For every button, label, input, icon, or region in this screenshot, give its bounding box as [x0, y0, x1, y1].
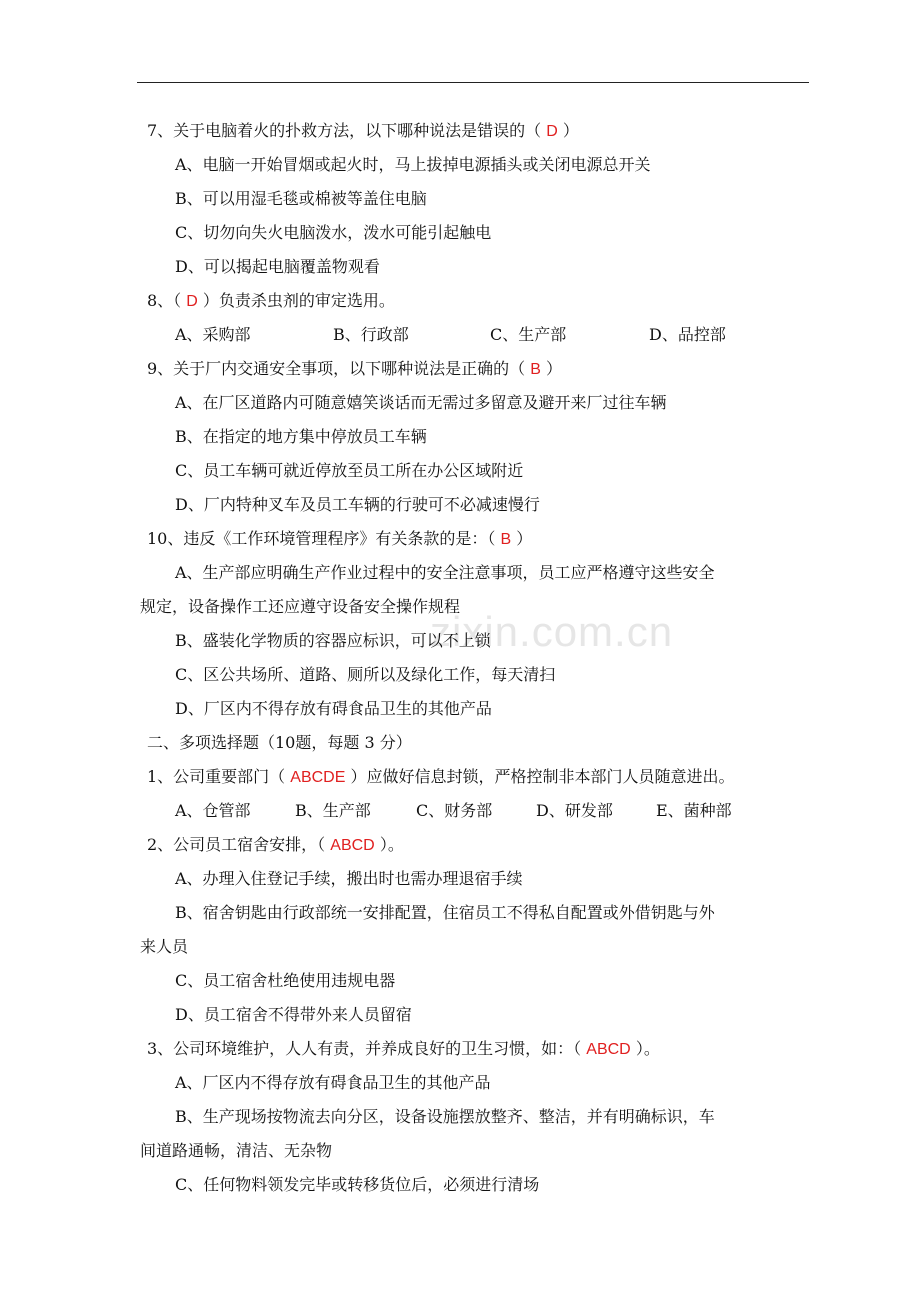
section-heading: 二、多项选择题（10题，每题 3 分）: [147, 733, 412, 752]
answer-mark: D: [546, 123, 558, 140]
watermark: zixin.com.cn: [430, 608, 674, 655]
question-text-tail: ）负责杀虫剂的审定选用。: [197, 291, 395, 310]
option-continuation: 规定，设备操作工还应遵守设备安全操作规程: [140, 597, 461, 616]
option-line: D、员工宿舍不得带外来人员留宿: [175, 1005, 412, 1024]
question-text: 7、关于电脑着火的扑救方法，以下哪种说法是错误的（: [147, 121, 547, 140]
question-text-tail: ）应做好信息封锁，严格控制非本部门人员随意进出。: [345, 767, 735, 786]
question-line: [147, 1037, 660, 1062]
question-text: 2、公司员工宿舍安排，（: [147, 835, 331, 854]
option-line: B、在指定的地方集中停放员工车辆: [175, 427, 427, 446]
option-line: A、厂区内不得存放有碍食品卫生的其他产品: [175, 1073, 491, 1092]
answer-mark: ABCD: [330, 837, 375, 854]
question-text: 3、公司环境维护，人人有责，并养成良好的卫生习惯，如：（: [147, 1039, 587, 1058]
option-line: D、厂区内不得存放有碍食品卫生的其他产品: [175, 699, 492, 718]
question-line: [147, 833, 404, 858]
option-line: B、盛装化学物质的容器应标识，可以不上锁: [175, 631, 491, 650]
question-line: [147, 357, 562, 382]
question-text-tail: ）。: [374, 835, 404, 854]
answer-mark: B: [530, 361, 541, 378]
option-line: A、电脑一开始冒烟或起火时，马上拔掉电源插头或关闭电源总开关: [175, 155, 651, 174]
option-line: A、在厂区道路内可随意嬉笑谈话而无需过多留意及避开来厂过往车辆: [175, 393, 667, 412]
inline-option: D、研发部: [536, 801, 613, 820]
option-continuation: 来人员: [140, 937, 189, 956]
option-line: C、员工车辆可就近停放至员工所在办公区域附近: [175, 461, 524, 480]
option-continuation: 间道路通畅，清洁、无杂物: [140, 1141, 333, 1160]
question-line: [147, 527, 532, 552]
option-line: B、生产现场按物流去向分区，设备设施摆放整齐、整洁，并有明确标识，车: [175, 1107, 715, 1126]
question-text-tail: ）。: [630, 1039, 660, 1058]
option-line: D、厂内特种叉车及员工车辆的行驶可不必减速慢行: [175, 495, 540, 514]
inline-option: D、品控部: [649, 325, 726, 344]
question-text-tail: ）: [511, 529, 533, 548]
question-line: [147, 289, 395, 314]
option-line: A、办理入住登记手续，搬出时也需办理退宿手续: [175, 869, 523, 888]
inline-option: E、菌种部: [656, 801, 732, 820]
inline-option: B、生产部: [295, 801, 371, 820]
question-text: 10、违反《工作环境管理程序》有关条款的是：（: [147, 529, 501, 548]
option-line: B、可以用湿毛毯或棉被等盖住电脑: [175, 189, 427, 208]
option-line: C、区公共场所、道路、厕所以及绿化工作，每天清扫: [175, 665, 556, 684]
option-line: B、宿舍钥匙由行政部统一安排配置，住宿员工不得私自配置或外借钥匙与外: [175, 903, 715, 922]
option-line: D、可以揭起电脑覆盖物观看: [175, 257, 380, 276]
option-line: C、员工宿舍杜绝使用违规电器: [175, 971, 396, 990]
question-text: 1、公司重要部门（: [147, 767, 291, 786]
question-text-tail: ）: [557, 121, 579, 140]
answer-mark: ABCD: [586, 1041, 631, 1058]
answer-mark: D: [186, 293, 198, 310]
inline-option: C、财务部: [416, 801, 493, 820]
header-rule: [137, 82, 809, 83]
question-text-tail: ）: [540, 359, 563, 378]
answer-mark: ABCDE: [290, 769, 346, 786]
question-text: 8、（: [147, 291, 187, 310]
question-line: [147, 119, 579, 144]
inline-option: C、生产部: [490, 325, 567, 344]
inline-option: A、采购部: [175, 325, 251, 344]
inline-option: B、行政部: [333, 325, 409, 344]
question-text: 9、关于厂内交通安全事项，以下哪种说法是正确的（: [147, 359, 531, 378]
inline-option: A、仓管部: [175, 801, 251, 820]
option-line: A、生产部应明确生产作业过程中的安全注意事项，员工应严格遵守这些安全: [175, 563, 715, 582]
question-line: [147, 765, 735, 790]
answer-mark: B: [500, 531, 512, 548]
option-line: C、任何物料领发完毕或转移货位后，必须进行清场: [175, 1175, 540, 1194]
option-line: C、切勿向失火电脑泼水，泼水可能引起触电: [175, 223, 492, 242]
